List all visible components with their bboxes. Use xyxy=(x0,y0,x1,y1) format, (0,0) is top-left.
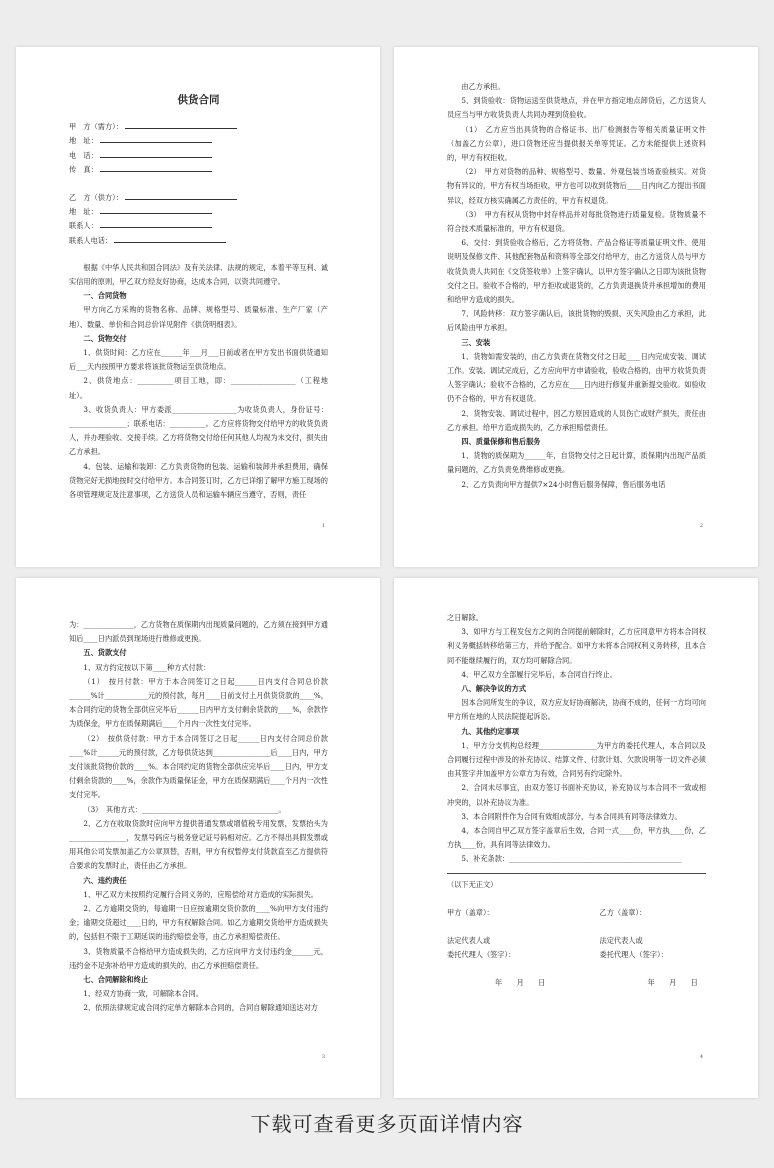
end-divider xyxy=(447,873,706,874)
blank-line xyxy=(114,233,226,243)
clause-paragraph: 5、补充条款：________________________________________________ xyxy=(461,854,682,864)
clause-paragraph: （3） 甲方有权从货物中封存样品并对每批货物进行质量复检。货物质量不符合技术质量标准的，甲方有权退货。 xyxy=(447,209,706,234)
page-number: 4 xyxy=(699,1054,703,1060)
blank-line xyxy=(125,190,237,200)
party-b-date: 年 月 日 xyxy=(647,978,698,988)
clause-paragraph: 3、货物质量不合格给甲方造成损失的，乙方应向甲方支付违约金______元，违约金不足弥补给甲方造成的损失的，由乙方承担赔偿责任。 xyxy=(69,946,328,970)
blank-line xyxy=(100,162,212,172)
clause-paragraph: 2、乙方逾期交货的，每逾期一日应按逾期交货价款的____%向甲方支付违约金；逾期交货超过____日的，甲方有权解除合同。如乙方逾期交货给甲方造成损失的，包括但不限于工期延误的违约赔偿金等，由乙方承担赔偿责任。 xyxy=(69,904,328,942)
clause-paragraph: 3、收货负责人：甲方委派__________________为收货负责人，身份证号：________________；联系电话：__________。乙方应将货物交付给甲方的收货负责人，并办理验收、交接手续。乙方将货物交付给任何其他人均视为未交付，损失由乙方承担。 xyxy=(69,404,328,457)
blank-line xyxy=(100,133,212,143)
party-b-fields xyxy=(69,190,328,247)
field-label: 联系人电话： xyxy=(69,235,113,245)
clause-paragraph: 2、乙方在收取货款时应向甲方提供普通发票或增值税专用发票，发票抬头为________________，发票号码应与税务登记证号码相对应。乙方不得出具假发票或用其他公司发票加盖乙方公章顶替，否则，甲方有权暂停支付货款直至乙方提供符合要求的发票时止，责任由乙方承担。 xyxy=(69,818,328,871)
form-field-row xyxy=(69,119,328,133)
clause-paragraph: 3、如甲方与工程发包方之间的合同提前解除时，乙方应同意甲方将本合同权利义务概括转移给第三方，并给予配合。如甲方未将本合同权利义务转移，且本合同不能继续履行的，双方均可解除合同。 xyxy=(447,627,706,665)
section-heading: 五、货款支付 xyxy=(83,648,127,658)
form-field-row xyxy=(69,162,328,176)
clause-paragraph: 4、甲乙双方全部履行完毕后，本合同自行终止。 xyxy=(461,669,617,679)
clause-paragraph: （2） 按供货付款：甲方于本合同签订之日起______日内支付合同总价款____%计______元的预付款，乙方每供货达到________________后____日内，甲方支付该批货物价款的____%。本合同约定的货物全部供应完毕后____日内，甲方支付剩余货款的____%，余款作为质量保证金，甲方在质保期满后____个月内一次性支付完毕。 xyxy=(69,733,328,800)
field-label: 乙 方（供方）： xyxy=(69,192,123,202)
clause-paragraph: （3） 其他方式：______________________________________。 xyxy=(83,804,286,814)
clause-paragraph: 6、交付：到货验收合格后，乙方将货物、产品合格证等质量证明文件、使用说明及保修文件、其他配套物品和资料等全部交付给甲方，由乙方送货人员与甲方收货负责人共同在《交货签收单》上签字确认，以甲方签字确认之日即为该批货物交付之日。验收不合格的，甲方拒收或退货的，乙方负责退换货并承担增加的费用和给甲方造成的损失。 xyxy=(447,238,706,305)
clause-paragraph: 1、货物的质保期为______年，自货物交付之日起计算，质保期内出现产品质量问题的，乙方负责免费维修或更换。 xyxy=(447,451,706,475)
party-a-agent-label: 委托代理人（签字）： xyxy=(447,950,516,960)
clause-paragraph: 3、本合同附件作为合同有效组成部分，与本合同具有同等法律效力。 xyxy=(461,811,682,821)
field-label: 甲 方（需方）： xyxy=(69,122,123,132)
section-heading: 三、安装 xyxy=(461,337,491,347)
form-field-row xyxy=(69,133,328,147)
contract-page-1 xyxy=(16,47,380,567)
section-heading: 九、其他约定事项 xyxy=(461,726,519,736)
form-field-row xyxy=(69,148,328,162)
contract-page-4 xyxy=(394,578,758,1098)
clause-paragraph: （1） 乙方应当出具货物的合格证书、出厂检测报告等相关质量证明文件（加盖乙方公章），进口货物还应当提供报关单等凭证。乙方未能提供上述资料的，甲方有权拒收。 xyxy=(447,124,706,163)
page-number: 1 xyxy=(321,523,325,529)
signature-block xyxy=(447,906,706,991)
party-b-agent-label: 委托代理人（签字）： xyxy=(599,950,668,960)
clause-paragraph: （2） 甲方对货物的品种、规格型号、数量、外观包装当场查验核实。对货物有异议的，甲方有权当场拒收，甲方也可以收到货物后____日内向乙方提出书面异议，经双方核实确属乙方责任的，甲方有权退货。 xyxy=(447,167,706,205)
clause-paragraph: 4、包装、运输和装卸：乙方负责货物的包装、运输和装卸并承担费用，确保货物完好无损地按时交付给甲方。本合同签订时，乙方已详细了解甲方施工现场的各项管理规定及注意事项，乙方送货人员和运输车辆应当遵守，否则，责任 xyxy=(69,461,328,499)
form-field-row xyxy=(69,218,328,232)
page-body xyxy=(69,261,328,502)
section-heading: 四、质量保修和售后服务 xyxy=(461,437,541,447)
clause-paragraph: 为：______________，乙方货物在质保期内出现质量问题的，乙方须在接到甲方通知后____日内派员到现场进行维修或更换。 xyxy=(69,620,328,644)
clause-paragraph: 2、货物安装、调试过程中，因乙方原因造成的人员伤亡或财产损失，责任由乙方承担。给甲方造成损失的，乙方承担赔偿责任。 xyxy=(447,408,706,432)
page-body xyxy=(69,618,328,1016)
clause-paragraph: 甲方向乙方采购的货物名称、品牌、规格型号、质量标准、生产厂家（产地）、数量、单价和合同总价详见附件《供货明细表》。 xyxy=(69,305,328,329)
contract-page-2 xyxy=(394,47,758,567)
clause-paragraph: 1、甲乙双方未按照约定履行合同义务的，应赔偿给对方造成的实际损失。 xyxy=(83,889,318,899)
clause-paragraph: 2、合同未尽事宜，由双方签订书面补充协议，补充协议与本合同不一致或相冲突的，以补充协议为准。 xyxy=(447,783,706,807)
clause-paragraph: 4、本合同自甲乙双方签字盖章后生效，合同一式____份，甲方执____份，乙方执____份，具有同等法律效力。 xyxy=(447,826,706,850)
party-a-fields xyxy=(69,119,328,176)
blank-line xyxy=(100,218,212,228)
blank-line xyxy=(100,204,212,214)
form-field-row xyxy=(69,204,328,218)
party-b-seal-label: 乙方（盖章）： xyxy=(599,907,647,917)
clause-paragraph: 7、风险转移：双方签字确认后，该批货物的毁损、灭失风险由乙方承担，此后风险由甲方承担。 xyxy=(447,309,706,333)
clause-paragraph: 2、依照法律规定或合同约定单方解除本合同的，合同自解除通知送达对方 xyxy=(83,1003,318,1013)
field-label: 联系人： xyxy=(69,221,98,231)
party-a-seal-label: 甲方（盖章）： xyxy=(447,907,494,917)
clause-paragraph: （1） 按月付款：甲方于本合同签订之日起______日内支付合同总价款______%计____________元的预付款，每月____日前支付上月供货货款的____%，本合同约定的货物全部供应完毕后______日内甲方支付剩余货款的____%，余款作为质保金，甲方在质保期满后____个月内一次性支付完毕。 xyxy=(69,676,328,729)
clause-paragraph: 1、供货时间：乙方应在______年___月___日前或者在甲方发出书面供货通知后___天内按照甲方要求将该批货物运至供货地点。 xyxy=(69,347,328,372)
clause-paragraph: 由乙方承担。 xyxy=(461,82,505,91)
section-heading: 一、合同货物 xyxy=(83,291,127,301)
page-number: 2 xyxy=(699,523,703,529)
field-label: 地 址： xyxy=(69,136,98,146)
section-heading: 六、违约责任 xyxy=(83,875,127,885)
clause-paragraph: 1、经双方协商一致，可解除本合同。 xyxy=(83,989,203,999)
section-heading: 二、货物交付 xyxy=(83,333,127,343)
party-a-rep-label: 法定代表人或 xyxy=(447,936,491,946)
clause-paragraph: 2、乙方负责向甲方提供7×24小时售后服务保障，售后服务电话 xyxy=(461,479,666,489)
party-b-rep-label: 法定代表人或 xyxy=(599,936,643,946)
clause-paragraph: 1、甲方分支机构总经理________________为甲方的委托代理人，本合同以及合同履行过程中涉及的补充协议、结算文件、付款计划、欠款说明等一切文件必须由其签字并加盖甲方公章方为有效，合同另有约定除外。 xyxy=(447,740,706,779)
page-number: 3 xyxy=(321,1054,325,1060)
blank-line xyxy=(125,119,237,129)
blank-line xyxy=(100,148,212,158)
clause-paragraph: 根据《中华人民共和国合同法》及有关法律、法规的规定，本着平等互利、诚实信用的原则，甲乙双方经友好协商，达成本合同，以资共同遵守。 xyxy=(69,262,328,286)
field-label: 电 话： xyxy=(69,150,98,160)
section-heading: 八、解决争议的方式 xyxy=(461,684,527,694)
clause-paragraph: 之日解除。 xyxy=(447,613,483,622)
contract-page-3 xyxy=(16,578,380,1098)
clause-paragraph: 2、供货地点：__________项目工地，即：__________________（工程地址）。 xyxy=(69,376,328,400)
form-field-row xyxy=(69,190,328,204)
download-more-caption: 下载可查看更多页面详情内容 xyxy=(250,1112,524,1136)
page-body xyxy=(447,611,706,867)
clause-paragraph: 因本合同所发生的争议，双方应友好协商解决，协商不成的，任何一方均可向甲方所在地的人民法院提起诉讼。 xyxy=(447,698,706,722)
clause-paragraph: 1、双方约定按以下第____种方式付款： xyxy=(83,662,211,672)
field-label: 传 真： xyxy=(69,164,98,174)
section-heading: 七、合同解除和终止 xyxy=(83,975,149,985)
contract-title: 供货合同 xyxy=(177,94,220,106)
clause-paragraph: 1、货物如需安装的，由乙方负责在货物交付之日起____日内完成安装、调试工作。安装、调试完成后，乙方应向甲方申请验收，验收合格的，由甲方收货负责人签字确认；验收不合格的，乙方应在____日内进行修复并重新提交验收。如验收仍不合格的，甲方有权退货。 xyxy=(447,351,706,404)
field-label: 地 址： xyxy=(69,207,98,217)
clause-paragraph: 5、到货验收：货物运送至供货地点，并在甲方指定地点卸货后，乙方送货人员应当与甲方收货负责人共同办理到货验收。 xyxy=(447,96,706,120)
form-field-row xyxy=(69,233,328,247)
party-a-date: 年 月 日 xyxy=(495,978,546,988)
page-body xyxy=(447,80,706,492)
no-more-text-note: （以下无正文） xyxy=(447,879,498,889)
